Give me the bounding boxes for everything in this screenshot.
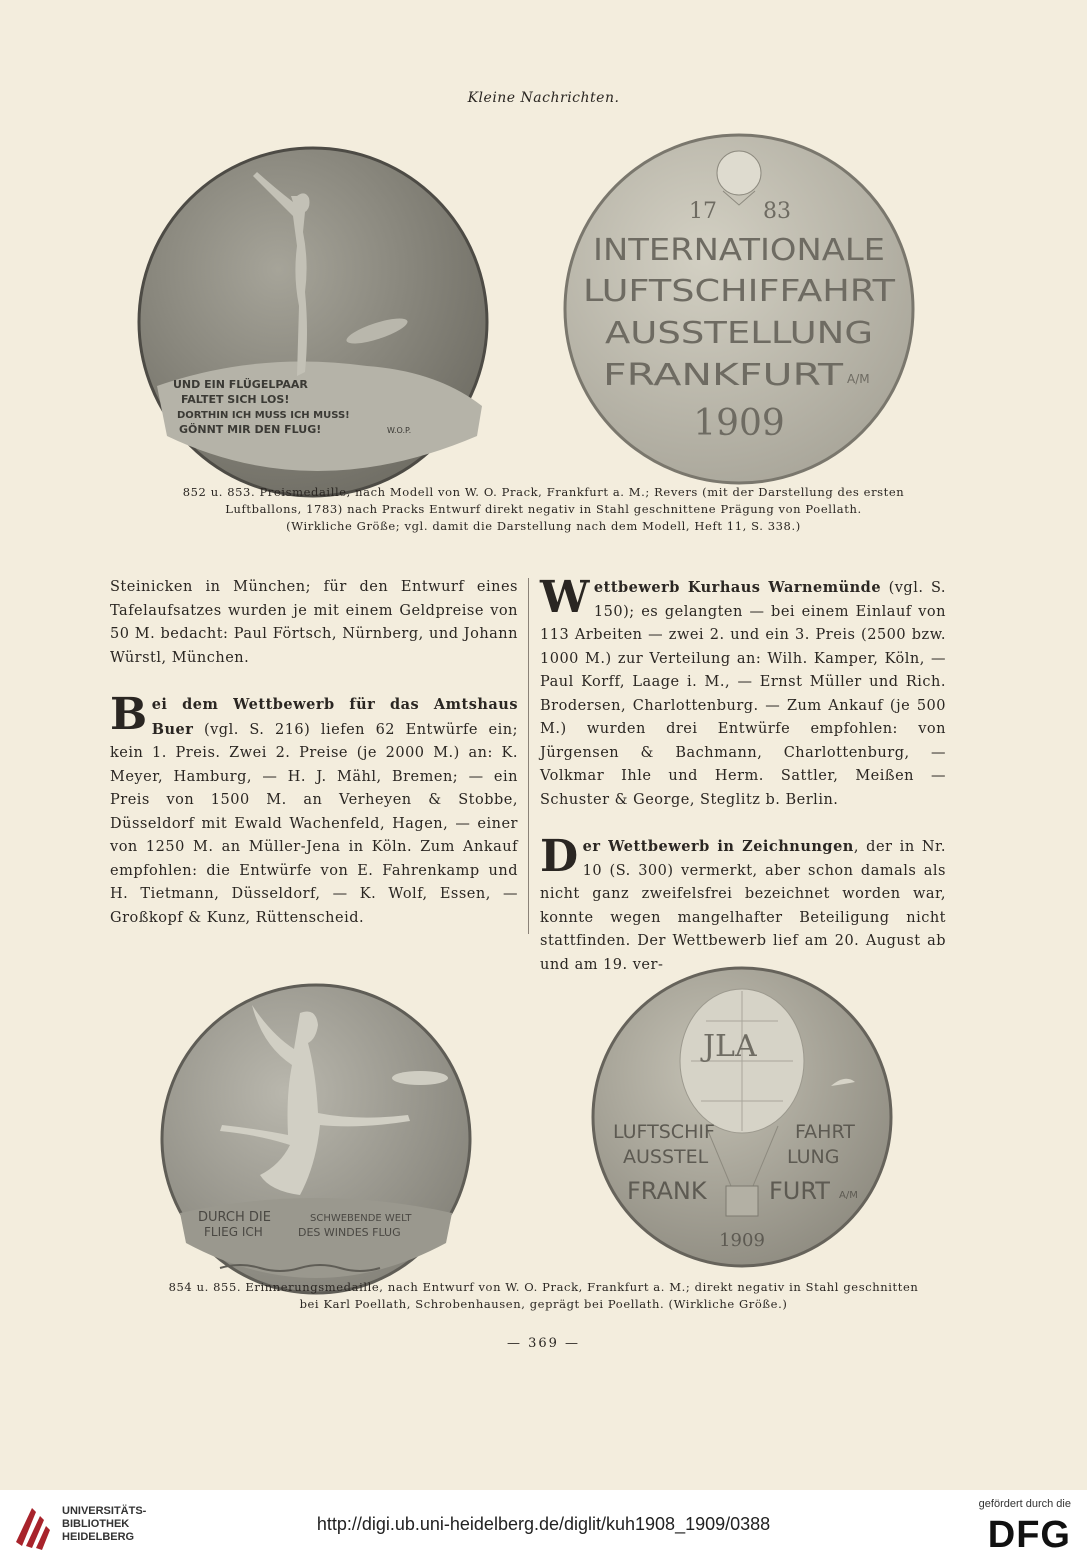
column-divider bbox=[528, 578, 529, 934]
library-line-2: BIBLIOTHEK bbox=[62, 1518, 130, 1530]
dfg-logo: DFG bbox=[987, 1514, 1071, 1556]
medal-853-image bbox=[563, 133, 915, 485]
medal-852-obverse bbox=[137, 146, 489, 498]
right-dropcap-2: D bbox=[540, 831, 579, 882]
medal-852-line-3: DORTHIN ICH MUSS ICH MUSS! bbox=[177, 410, 350, 421]
right-body-2: , der in Nr. 10 (S. 300) vermerkt, aber schon damals als nicht ganz zweifelsfrei bezeichnet worden war, konnte wegen mangelhafter Beteiligung nicht stattfinden. Der Wettbewerb lief am 20. August ab und am 19. ver- bbox=[540, 839, 947, 973]
caption-854-line-1: 854 u. 855. Erinnerungsmedaille, nach Entwurf von W. O. Prack, Frankfurt a. M.; direkt negativ in Stahl geschnitten bbox=[168, 1280, 919, 1294]
running-header: Kleine Nachrichten. bbox=[467, 90, 620, 106]
medal-854-left-1: DURCH DIE bbox=[198, 1210, 271, 1225]
right-column bbox=[540, 572, 947, 1000]
left-paragraph-1: Steinicken in München; für den Entwurf eines Tafelaufsatzes wurden je mit einem Geldpreise von 50 M. bedacht: Paul Förtsch, Nürnberg, und Johann Würstl, München. bbox=[110, 579, 518, 666]
medal-854-right-2: DES WINDES FLUG bbox=[298, 1226, 401, 1239]
medal-853-year: 1909 bbox=[693, 403, 785, 444]
medal-853-line-1: INTERNATIONALE bbox=[593, 233, 885, 268]
medal-855-left-1: LUFTSCHIF bbox=[613, 1121, 715, 1143]
medal-852-line-1: UND EIN FLÜGELPAAR bbox=[173, 378, 308, 391]
viewer-footer bbox=[0, 1490, 1087, 1567]
medal-855-right-3: FURT bbox=[769, 1177, 830, 1205]
left-paragraph-2 bbox=[110, 689, 518, 930]
medal-853-year-left: 17 bbox=[689, 199, 717, 224]
caption-852-853 bbox=[120, 484, 967, 535]
medal-855-right-2: LUNG bbox=[787, 1146, 840, 1168]
medal-852-line-2: FALTET SICH LOS! bbox=[181, 393, 290, 406]
medal-855-reverse bbox=[591, 966, 893, 1268]
caption-854-855 bbox=[120, 1279, 967, 1313]
library-line-3: HEIDELBERG bbox=[62, 1531, 135, 1543]
medal-852-image bbox=[137, 146, 489, 498]
medal-854-obverse bbox=[160, 983, 472, 1295]
medal-855-year: 1909 bbox=[719, 1230, 765, 1251]
medal-852-signature: W.O.P. bbox=[387, 426, 412, 435]
funded-by-label: gefördert durch die bbox=[978, 1498, 1071, 1510]
medal-854-left-2: FLIEG ICH bbox=[204, 1225, 263, 1239]
right-heading-1: ettbewerb Kurhaus Warnemünde bbox=[593, 579, 882, 596]
right-heading-2: er Wettbewerb in Zeichnungen bbox=[582, 838, 854, 855]
medal-855-left-3: FRANK bbox=[627, 1177, 707, 1205]
medal-853-reverse bbox=[563, 133, 915, 485]
right-body-1: (vgl. S. 150); es gelangten — bei einem Einlauf von 113 Arbeiten — zwei 2. und ein 3. Preis (2500 bzw. 1000 M.) zur Verteilung an: Wilh. Kamper, Köln, — Paul Korff, Laage i. M., — Ernst Müller und Rich. Brodersen, Charlottenburg. — Zum Ankauf (je 500 M.) wurden drei Entwürfe empfohlen: von Jürgensen & Bachmann, Charlottenburg, — Volkmar Ihle und Herm. Sattler, Meißen — Schuster & George, Steglitz b. Berlin. bbox=[540, 580, 946, 808]
medal-855-right-1: FAHRT bbox=[795, 1121, 855, 1143]
medal-854-image bbox=[160, 983, 472, 1295]
medal-853-line-2: LUFTSCHIFFAHRT bbox=[583, 274, 896, 309]
caption-852-line-3: (Wirkliche Größe; vgl. damit die Darstellung nach dem Modell, Heft 11, S. 338.) bbox=[286, 519, 801, 533]
medal-855-image bbox=[591, 966, 893, 1268]
right-dropcap-1: W bbox=[540, 572, 590, 623]
right-paragraph-1 bbox=[540, 572, 946, 812]
library-line-1: UNIVERSITÄTS- bbox=[62, 1505, 147, 1517]
caption-852-line-2: Luftballons, 1783) nach Pracks Entwurf direkt negativ in Stahl geschnittene Prägung von Poellath. bbox=[225, 502, 862, 516]
medal-855-suffix: A/M bbox=[839, 1190, 858, 1201]
caption-852-line-1: 852 u. 853. Preismedaille, nach Modell von W. O. Prack, Frankfurt a. M.; Revers (mit der Darstellung des ersten bbox=[182, 485, 905, 499]
medal-853-line-4: FRANKFURT bbox=[603, 358, 844, 393]
left-dropcap: B bbox=[110, 689, 148, 740]
left-body: (vgl. S. 216) liefen 62 Entwürfe ein; kein 1. Preis. Zwei 2. Preise (je 2000 M.) an: K. Meyer, Hamburg, — H. J. Mähl, Bremen; — ein Preis von 1500 M. an Verheyen & Stobbe, Düsseldorf mit Ewald Wachenfeld, Hagen, — einer von 1250 M. an Müller-Jena in Köln. Zum Ankauf empfohlen: die Entwürfe von E. Fahrenkamp und H. Tietmann, Düsseldorf, — K. Wolf, Essen, — Großkopf & Kunz, Rüttenscheid. bbox=[110, 721, 518, 926]
medal-853-line-3: AUSSTELLUNG bbox=[605, 316, 873, 351]
medal-854-right-1: SCHWEBENDE WELT bbox=[310, 1213, 412, 1224]
left-heading: ei dem Wettbewerb für das Amtshaus Buer bbox=[151, 696, 518, 738]
medal-852-line-4: GÖNNT MIR DEN FLUG! bbox=[179, 423, 322, 436]
right-paragraph-2 bbox=[540, 831, 947, 977]
medal-855-left-2: AUSSTEL bbox=[623, 1146, 709, 1168]
permalink-url[interactable]: http://digi.ub.uni-heidelberg.de/diglit/kuh1908_1909/0388 bbox=[316, 1514, 771, 1534]
caption-854-line-2: bei Karl Poellath, Schrobenhausen, geprägt bei Poellath. (Wirkliche Größe.) bbox=[299, 1297, 788, 1311]
medal-855-monogram: JLA bbox=[703, 1029, 757, 1064]
medal-853-suffix: A/M bbox=[847, 372, 870, 386]
left-column bbox=[110, 576, 518, 953]
medal-853-year-right: 83 bbox=[763, 199, 791, 224]
page-number: — 369 — bbox=[506, 1336, 581, 1351]
